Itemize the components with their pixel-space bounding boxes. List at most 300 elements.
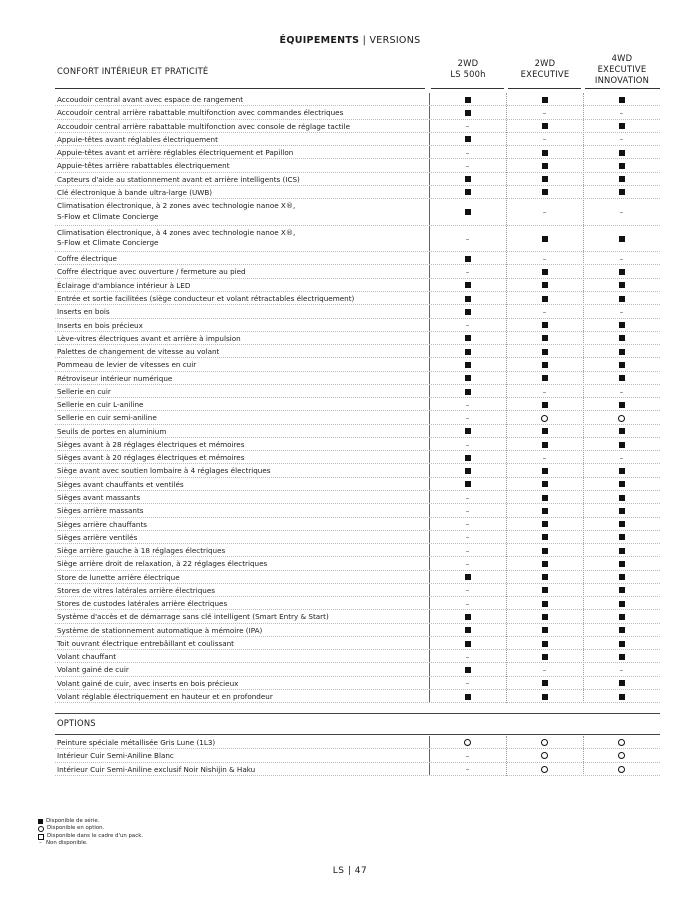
row-label xyxy=(57,737,215,749)
filled-square-icon xyxy=(465,296,471,302)
availability-cell xyxy=(431,146,504,159)
row-label xyxy=(57,359,196,371)
legend-item-na xyxy=(38,840,143,847)
filled-square-icon xyxy=(542,614,548,620)
row-label-text: Système de stationnement automatique à mémoire (IPA) xyxy=(57,625,263,635)
filled-square-icon xyxy=(619,495,625,501)
availability-cell xyxy=(585,279,658,292)
row-label-text: Lève-vitres électriques avant et arrière à impulsion xyxy=(57,333,241,343)
availability-cell xyxy=(508,624,581,637)
column-header-executive-innovation-4wd xyxy=(582,53,662,86)
filled-square-icon xyxy=(619,654,625,660)
availability-cell xyxy=(431,252,504,265)
availability-cell xyxy=(431,677,504,690)
filled-square-icon xyxy=(465,455,471,461)
filled-square-icon xyxy=(542,428,548,434)
row-label xyxy=(57,386,111,398)
availability-cell xyxy=(585,597,658,610)
filled-square-icon xyxy=(542,282,548,288)
availability-cell xyxy=(585,557,658,570)
table-row xyxy=(55,451,660,464)
legend-label: Disponible dans le cadre d'un pack. xyxy=(47,832,144,839)
filled-square-icon xyxy=(542,335,548,341)
table-row xyxy=(55,624,660,637)
availability-cell xyxy=(585,332,658,345)
table-row xyxy=(55,358,660,371)
availability-cell xyxy=(585,736,658,749)
row-label xyxy=(57,174,300,186)
filled-square-icon xyxy=(465,189,471,195)
filled-square-icon xyxy=(542,521,548,527)
row-label-text: Éclairage d'ambiance intérieur à LED xyxy=(57,280,191,290)
availability-cell xyxy=(508,478,581,491)
table-row xyxy=(55,504,660,517)
equipment-table xyxy=(55,93,660,703)
availability-cell xyxy=(585,464,658,477)
dash-icon: – xyxy=(619,208,624,217)
availability-cell xyxy=(431,451,504,464)
availability-cell xyxy=(508,518,581,531)
filled-square-icon xyxy=(619,561,625,567)
table-row xyxy=(55,93,660,106)
header-rule xyxy=(508,88,581,89)
availability-cell xyxy=(585,93,658,106)
filled-square-icon xyxy=(619,296,625,302)
table-row xyxy=(55,345,660,358)
filled-square-icon xyxy=(465,136,471,142)
availability-cell xyxy=(508,690,581,703)
row-label-text: Sièges arrière chauffants xyxy=(57,519,148,529)
row-label-text: Climatisation électronique, à 2 zones avec technologie nanoe X®, xyxy=(57,201,296,211)
filled-square-icon xyxy=(542,123,548,129)
availability-cell xyxy=(585,319,658,332)
availability-cell xyxy=(431,159,504,172)
row-label-text: Accoudoir central arrière rabattable multifonction avec console de réglage tactile xyxy=(57,121,351,131)
availability-cell xyxy=(508,544,581,557)
row-label-text: Sièges avant chauffants et ventilés xyxy=(57,479,184,489)
dash-icon: – xyxy=(465,599,470,608)
availability-cell xyxy=(431,736,504,749)
table-row xyxy=(55,186,660,199)
table-row xyxy=(55,663,660,676)
availability-cell xyxy=(585,226,658,253)
availability-cell xyxy=(508,491,581,504)
page-title xyxy=(0,35,700,46)
row-label xyxy=(57,160,230,172)
availability-cell xyxy=(585,120,658,133)
availability-cell xyxy=(585,624,658,637)
availability-cell xyxy=(585,478,658,491)
footer-separator: | xyxy=(347,866,352,876)
dash-icon: – xyxy=(619,135,624,144)
footer-model: LS xyxy=(332,866,345,876)
row-label xyxy=(57,94,243,106)
table-row xyxy=(55,332,660,345)
legend-label: Non disponible. xyxy=(46,840,88,847)
filled-square-icon xyxy=(465,667,471,673)
row-label xyxy=(57,333,241,345)
availability-cell xyxy=(508,292,581,305)
row-label xyxy=(57,439,244,451)
row-label-text: Store de lunette arrière électrique xyxy=(57,572,180,582)
row-label xyxy=(57,558,267,570)
filled-square-icon xyxy=(542,442,548,448)
row-label-text: Toit ouvrant électrique entrebâillant et coulissant xyxy=(57,638,235,648)
filled-square-icon xyxy=(619,189,625,195)
row-label-text: Peinture spéciale métallisée Gris Lune (1L3) xyxy=(57,738,216,747)
table-row xyxy=(55,372,660,385)
header-rule xyxy=(55,88,425,89)
row-label-text: Intérieur Cuir Semi-Aniline exclusif Noir Nishijin & Haku xyxy=(57,764,256,774)
options-title: OPTIONS xyxy=(57,718,96,728)
filled-square-icon xyxy=(542,548,548,554)
row-label-text: Inserts en bois xyxy=(57,307,110,317)
row-label-text: Sièges avant à 20 réglages électriques et mémoires xyxy=(57,453,245,463)
row-label xyxy=(57,572,180,584)
availability-cell xyxy=(431,544,504,557)
availability-cell xyxy=(508,226,581,253)
row-label xyxy=(57,492,140,504)
dash-icon: – xyxy=(542,307,547,316)
filled-square-icon xyxy=(619,641,625,647)
availability-cell xyxy=(431,186,504,199)
availability-cell xyxy=(431,690,504,703)
filled-square-icon xyxy=(465,256,471,262)
dash-icon: – xyxy=(465,493,470,502)
page-number: 47 xyxy=(354,866,368,876)
filled-square-icon xyxy=(619,150,625,156)
row-label-text: Sièges avant massants xyxy=(57,493,141,502)
availability-cell xyxy=(508,186,581,199)
row-label-text: S-Flow et Climate Concierge xyxy=(57,211,159,221)
filled-square-icon xyxy=(619,548,625,554)
legend-label: Disponible de série. xyxy=(46,818,100,824)
filled-square-icon xyxy=(542,189,548,195)
availability-cell xyxy=(585,173,658,186)
availability-cell xyxy=(585,305,658,318)
availability-cell xyxy=(508,133,581,146)
table-row xyxy=(55,226,660,253)
row-label xyxy=(57,585,215,597)
dash-icon: – xyxy=(465,440,470,449)
legend-label: Disponible en option. xyxy=(47,825,105,832)
filled-square-icon xyxy=(619,362,625,368)
dash-icon: – xyxy=(465,268,470,277)
availability-cell xyxy=(431,624,504,637)
options-table xyxy=(55,736,660,776)
filled-square-icon xyxy=(38,819,43,824)
filled-square-icon xyxy=(465,574,471,580)
legend-item-standard xyxy=(38,818,143,825)
availability-cell xyxy=(508,425,581,438)
filled-square-icon xyxy=(542,481,548,487)
availability-cell xyxy=(431,372,504,385)
row-label xyxy=(57,750,174,762)
availability-cell xyxy=(585,650,658,663)
availability-cell xyxy=(508,358,581,371)
filled-square-icon xyxy=(619,176,625,182)
availability-cell xyxy=(431,358,504,371)
availability-cell xyxy=(431,464,504,477)
table-row xyxy=(55,544,660,557)
availability-cell xyxy=(585,504,658,517)
circle-icon xyxy=(618,766,625,773)
availability-cell xyxy=(431,610,504,623)
page-title-sub: VERSIONS xyxy=(369,35,421,46)
filled-square-icon xyxy=(542,694,548,700)
filled-square-icon xyxy=(619,163,625,169)
row-label xyxy=(57,373,172,385)
table-row xyxy=(55,398,660,411)
row-label-text: Appuie-têtes avant et arrière réglables électriquement et Papillon xyxy=(57,148,294,158)
availability-cell xyxy=(431,106,504,119)
filled-square-icon xyxy=(619,481,625,487)
availability-cell xyxy=(431,332,504,345)
table-row xyxy=(55,199,660,226)
availability-cell xyxy=(431,411,504,424)
dash-icon: – xyxy=(465,546,470,555)
filled-square-icon xyxy=(465,627,471,633)
dash-icon: – xyxy=(465,533,470,542)
filled-square-icon xyxy=(542,97,548,103)
row-separator xyxy=(55,775,660,776)
dash-icon: – xyxy=(465,765,470,774)
filled-square-icon xyxy=(465,694,471,700)
availability-cell xyxy=(431,133,504,146)
dash-icon: – xyxy=(465,751,470,760)
circle-icon xyxy=(541,766,548,773)
availability-cell xyxy=(431,173,504,186)
availability-cell xyxy=(585,186,658,199)
filled-square-icon xyxy=(619,694,625,700)
availability-cell xyxy=(585,159,658,172)
circle-icon xyxy=(38,826,44,832)
availability-cell xyxy=(431,491,504,504)
row-label-text: Coffre électrique xyxy=(57,254,117,264)
availability-cell xyxy=(585,610,658,623)
column-header-line: 2WD xyxy=(457,58,479,68)
availability-cell xyxy=(431,120,504,133)
page-title-separator: | xyxy=(359,35,370,46)
filled-square-icon xyxy=(619,601,625,607)
dash-icon: – xyxy=(619,254,624,263)
filled-square-icon xyxy=(465,209,471,215)
row-label-text: Sellerie en cuir semi-aniline xyxy=(57,413,157,423)
row-label xyxy=(57,545,225,557)
filled-square-icon xyxy=(465,335,471,341)
table-row xyxy=(55,610,660,623)
availability-cell xyxy=(585,372,658,385)
table-row xyxy=(55,305,660,318)
column-header-line: 2WD xyxy=(534,58,556,68)
row-label xyxy=(57,320,143,332)
availability-cell xyxy=(585,763,658,776)
table-row xyxy=(55,690,660,703)
dash-icon: – xyxy=(542,254,547,263)
options-rule xyxy=(55,734,660,735)
circle-icon xyxy=(541,739,548,746)
table-row xyxy=(55,252,660,265)
availability-cell xyxy=(508,319,581,332)
dash-icon: – xyxy=(465,400,470,409)
table-row xyxy=(55,637,660,650)
availability-cell xyxy=(431,345,504,358)
column-header-ls500h xyxy=(428,58,508,80)
availability-cell xyxy=(508,252,581,265)
dash-icon: – xyxy=(465,321,470,330)
availability-cell xyxy=(585,425,658,438)
outlined-square-icon xyxy=(38,834,44,840)
availability-cell xyxy=(585,292,658,305)
row-label-text: Sièges arrière ventilés xyxy=(57,532,138,542)
filled-square-icon xyxy=(542,150,548,156)
row-label-text: Siège arrière droit de relaxation, à 22 réglages électriques xyxy=(57,559,268,569)
row-label xyxy=(57,611,329,623)
row-label-text: Système d'accès et de démarrage sans clé intelligent (Smart Entry & Start) xyxy=(57,612,329,622)
row-label-text: Volant réglable électriquement en hauteur et en profondeur xyxy=(57,691,273,701)
table-row xyxy=(55,133,660,146)
availability-cell xyxy=(508,411,581,424)
row-label xyxy=(57,426,166,438)
column-header-line: INNOVATION xyxy=(594,75,650,85)
filled-square-icon xyxy=(542,601,548,607)
availability-cell xyxy=(585,438,658,451)
dash-icon: – xyxy=(465,679,470,688)
availability-cell xyxy=(508,305,581,318)
filled-square-icon xyxy=(465,614,471,620)
availability-cell xyxy=(508,372,581,385)
filled-square-icon xyxy=(619,282,625,288)
dash-icon: – xyxy=(465,586,470,595)
row-label-text: Rétroviseur intérieur numérique xyxy=(57,373,173,383)
availability-cell xyxy=(508,597,581,610)
availability-cell xyxy=(431,199,504,226)
table-row xyxy=(55,557,660,570)
row-label xyxy=(57,399,143,411)
row-label-text: Volant gainé de cuir xyxy=(57,665,129,675)
column-header-executive-2wd xyxy=(505,58,585,80)
filled-square-icon xyxy=(465,309,471,315)
dash-icon: – xyxy=(465,414,470,423)
availability-cell xyxy=(585,518,658,531)
availability-cell xyxy=(508,763,581,776)
column-header-line: 4WD xyxy=(611,53,633,63)
filled-square-icon xyxy=(465,375,471,381)
availability-cell xyxy=(431,637,504,650)
availability-cell xyxy=(508,736,581,749)
filled-square-icon xyxy=(465,97,471,103)
row-label xyxy=(57,465,271,477)
filled-square-icon xyxy=(619,534,625,540)
header-rule xyxy=(431,88,504,89)
filled-square-icon xyxy=(542,322,548,328)
filled-square-icon xyxy=(465,481,471,487)
page-footer xyxy=(0,866,700,876)
row-label xyxy=(57,201,427,222)
dash-icon: – xyxy=(465,520,470,529)
availability-cell xyxy=(431,557,504,570)
dash-icon: – xyxy=(465,506,470,515)
row-label xyxy=(57,293,354,305)
table-row xyxy=(55,736,660,749)
filled-square-icon xyxy=(619,442,625,448)
availability-cell xyxy=(508,451,581,464)
row-label xyxy=(57,678,238,690)
row-label-text: Capteurs d'aide au stationnement avant et arrière intelligents (ICS) xyxy=(57,174,300,184)
dash-icon: – xyxy=(542,208,547,217)
availability-cell xyxy=(431,93,504,106)
availability-cell xyxy=(585,252,658,265)
row-label xyxy=(57,625,262,637)
table-row xyxy=(55,438,660,451)
circle-icon xyxy=(464,739,471,746)
table-row xyxy=(55,106,660,119)
filled-square-icon xyxy=(542,534,548,540)
availability-cell xyxy=(431,504,504,517)
row-label-text: Sièges avant à 28 réglages électriques et mémoires xyxy=(57,439,245,449)
table-row xyxy=(55,763,660,776)
row-label-text: Intérieur Cuir Semi-Aniline Blanc xyxy=(57,751,174,761)
row-label xyxy=(57,452,244,464)
availability-cell xyxy=(585,199,658,226)
availability-cell xyxy=(585,690,658,703)
row-label-text: Palettes de changement de vitesse au volant xyxy=(57,347,220,357)
availability-cell xyxy=(508,279,581,292)
availability-cell xyxy=(508,650,581,663)
availability-cell xyxy=(585,451,658,464)
table-row xyxy=(55,531,660,544)
dash-icon: – xyxy=(39,840,42,847)
filled-square-icon xyxy=(465,641,471,647)
page-title-main: ÉQUIPEMENTS xyxy=(279,35,360,46)
availability-cell xyxy=(585,491,658,504)
filled-square-icon xyxy=(542,587,548,593)
table-row xyxy=(55,425,660,438)
filled-square-icon xyxy=(619,614,625,620)
availability-cell xyxy=(508,345,581,358)
filled-square-icon xyxy=(465,176,471,182)
row-label-text: Sellerie en cuir L-aniline xyxy=(57,400,144,410)
filled-square-icon xyxy=(619,680,625,686)
table-row xyxy=(55,279,660,292)
availability-cell xyxy=(585,265,658,278)
row-label-text: S-Flow et Climate Concierge xyxy=(57,238,159,248)
row-label-text: Appuie-têtes arrière rabattables électriquement xyxy=(57,161,230,171)
circle-icon xyxy=(618,739,625,746)
row-label xyxy=(57,228,427,249)
filled-square-icon xyxy=(619,236,625,242)
row-label xyxy=(57,147,293,159)
availability-cell xyxy=(431,518,504,531)
row-separator xyxy=(55,702,660,703)
filled-square-icon xyxy=(542,654,548,660)
header-rule xyxy=(585,88,660,89)
row-label-text: Sellerie en cuir xyxy=(57,386,111,396)
availability-cell xyxy=(431,531,504,544)
filled-square-icon xyxy=(542,269,548,275)
table-row xyxy=(55,385,660,398)
filled-square-icon xyxy=(542,375,548,381)
filled-square-icon xyxy=(619,468,625,474)
row-label xyxy=(57,266,246,278)
availability-cell xyxy=(585,133,658,146)
dash-icon: – xyxy=(465,148,470,157)
availability-cell xyxy=(508,265,581,278)
filled-square-icon xyxy=(619,627,625,633)
row-label-text: Volant gainé de cuir, avec inserts en bois précieux xyxy=(57,678,239,688)
row-label-text: Entrée et sortie facilitées (siège conducteur et volant rétractables électriquement) xyxy=(57,294,355,304)
row-label-text: Climatisation électronique, à 4 zones avec technologie nanoe X®, xyxy=(57,227,296,237)
